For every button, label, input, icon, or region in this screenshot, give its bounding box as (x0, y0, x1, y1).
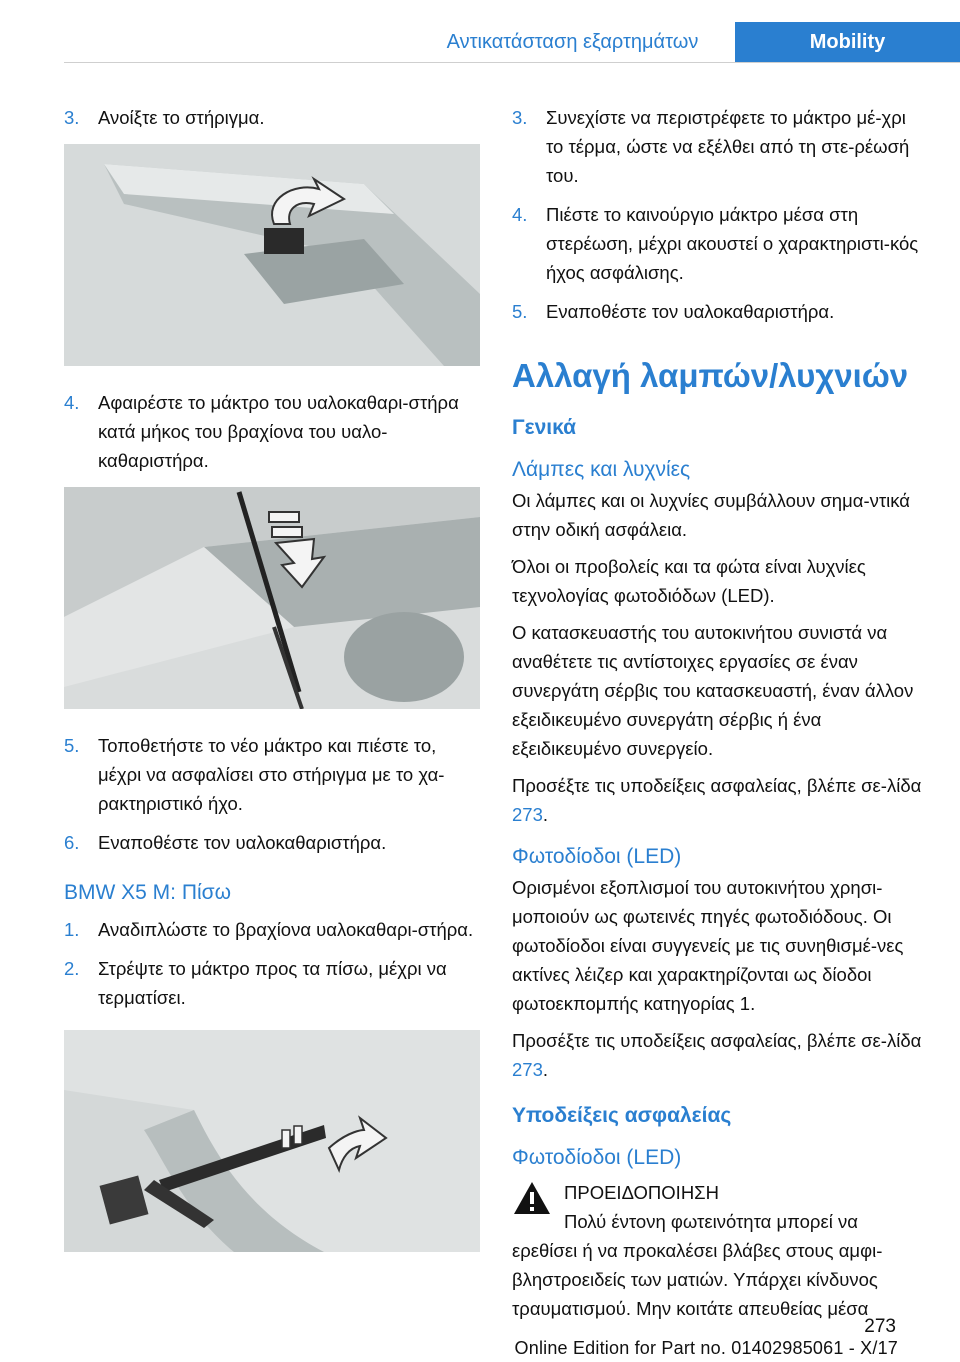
step-3 (64, 103, 480, 132)
heading-lamp-replacement: Αλλαγή λαμπών/λυχνιών (512, 357, 909, 394)
paragraph: Ορισμένοι εξοπλισμοί του αυτοκινήτου χρησι-μοποιούν ως φωτεινές πηγές φωτοδιόδους. Οι φωτοδίοδοι είναι συγγενείς με τις συνηθισμέ-νες ακτίνες λέιζερ και χαρακτηρίζονται ως δίοδοι φωτοεκπομπής κατηγορίας 1. (512, 877, 904, 1014)
page-link[interactable]: 273 (512, 804, 543, 825)
heading-led-2: Φωτοδίοδοι (LED) (512, 1146, 682, 1169)
step-number: 5. (512, 301, 528, 322)
warning-triangle-icon (512, 1180, 552, 1216)
paragraph-end: . (542, 804, 549, 825)
heading-led: Φωτοδίοδοι (LED) (512, 845, 682, 868)
step-4 (64, 388, 480, 475)
step-text: Ανοίξτε το στήριγμα. (98, 107, 265, 128)
warning-title: ΠΡΟΕΙΔΟΠΟΙΗΣΗ (564, 1182, 719, 1203)
heading-general: Γενικά (512, 416, 577, 439)
header-chapter-tab[interactable]: Mobility (735, 22, 960, 62)
edition-note: Online Edition for Part no. 01402985061 - X/17 (514, 1338, 898, 1358)
step-number: 4. (512, 204, 528, 225)
figure-wiper-blade-remove (64, 487, 480, 709)
step-5 (64, 731, 480, 818)
rear-step-2 (64, 954, 480, 1012)
subheading-rear: BMW X5 M: Πίσω (64, 881, 232, 904)
warning-block (512, 1178, 928, 1323)
figure-rear-wiper-rotate (64, 1030, 480, 1252)
step-4 (512, 200, 928, 287)
paragraph: Όλοι οι προβολείς και τα φώτα είναι λυχνίες τεχνολογίας φωτοδιόδων (LED). (512, 556, 866, 606)
figure-wiper-holder-open (64, 144, 480, 366)
step-text: Εναποθέστε τον υαλοκαθαριστήρα. (546, 301, 835, 322)
step-text: Αφαιρέστε το μάκτρο του υαλοκαθαρι-στήρα κατά μήκος του βραχίονα του υαλο-καθαριστήρα. (98, 392, 459, 471)
step-number: 4. (64, 392, 80, 413)
step-number: 3. (512, 107, 528, 128)
warning-line: Πολύ έντονη φωτεινότητα μπορεί να (564, 1211, 858, 1232)
step-text: Αναδιπλώστε το βραχίονα υαλοκαθαρι-στήρα. (98, 919, 474, 940)
step-text: Στρέψτε το μάκτρο προς τα πίσω, μέχρι να τερματίσει. (98, 958, 447, 1008)
rear-step-1 (64, 915, 480, 944)
paragraph: Ο κατασκευαστής του αυτοκινήτου συνιστά να αναθέτετε τις αντίστοιχες εργασίες σε έναν συνεργάτη σέρβις του κατασκευαστή, έναν άλλον εξειδικευμένο συνεργάτη σέρβις ή ένα εξειδικευμένο συνεργείο. (512, 622, 914, 759)
step-text: Συνεχίστε να περιστρέφετε το μάκτρο μέ-χρι το τέρμα, ώστε να εξέλθει από τη στε-ρέωσή του. (546, 107, 910, 186)
paragraph-text: Προσέξτε τις υποδείξεις ασφαλείας, βλέπε σε-λίδα (512, 1030, 922, 1051)
paragraph-safety-ref (512, 771, 928, 829)
step-text: Πιέστε το καινούργιο μάκτρο μέσα στη στερέωση, μέχρι ακουστεί ο χαρακτηριστι-κός ήχος ασφάλισης. (546, 204, 919, 283)
step-text: Τοποθετήστε το νέο μάκτρο και πιέστε το, μέχρι να ασφαλίσει στο στήριγμα με το χα-ρακτηριστικό ήχο. (98, 735, 445, 814)
paragraph-text: Προσέξτε τις υποδείξεις ασφαλείας, βλέπε σε-λίδα (512, 775, 922, 796)
step-number: 3. (64, 107, 80, 128)
step-number: 1. (64, 919, 80, 940)
right-column (512, 103, 928, 1323)
warning-text: ερεθίσει ή να προκαλέσει βλάβες στους αμφι-βληστροειδείς των ματιών. Υπάρχει κίνδυνος τραυματισμού. Μην κοιτάτε απευθείας μέσα (512, 1240, 883, 1319)
heading-lamps: Λάμπες και λυχνίες (512, 458, 691, 481)
step-number: 2. (64, 958, 80, 979)
footer (0, 1316, 960, 1362)
paragraph-end: . (542, 1059, 549, 1080)
step-text: Εναποθέστε τον υαλοκαθαριστήρα. (98, 832, 387, 853)
page-number: 273 (864, 1316, 896, 1337)
page-link[interactable]: 273 (512, 1059, 543, 1080)
step-3 (512, 103, 928, 190)
heading-safety-notes: Υποδείξεις ασφαλείας (512, 1104, 732, 1127)
left-column (64, 103, 480, 1274)
step-number: 6. (64, 832, 80, 853)
paragraph-safety-ref (512, 1026, 928, 1084)
header-rule (64, 62, 960, 63)
paragraph: Οι λάμπες και οι λυχνίες συμβάλλουν σημα-ντικά στην οδική ασφάλεια. (512, 490, 910, 540)
step-6 (64, 828, 480, 857)
header-section-title: Αντικατάσταση εξαρτημάτων (446, 31, 699, 53)
step-number: 5. (64, 735, 80, 756)
step-5 (512, 297, 928, 326)
